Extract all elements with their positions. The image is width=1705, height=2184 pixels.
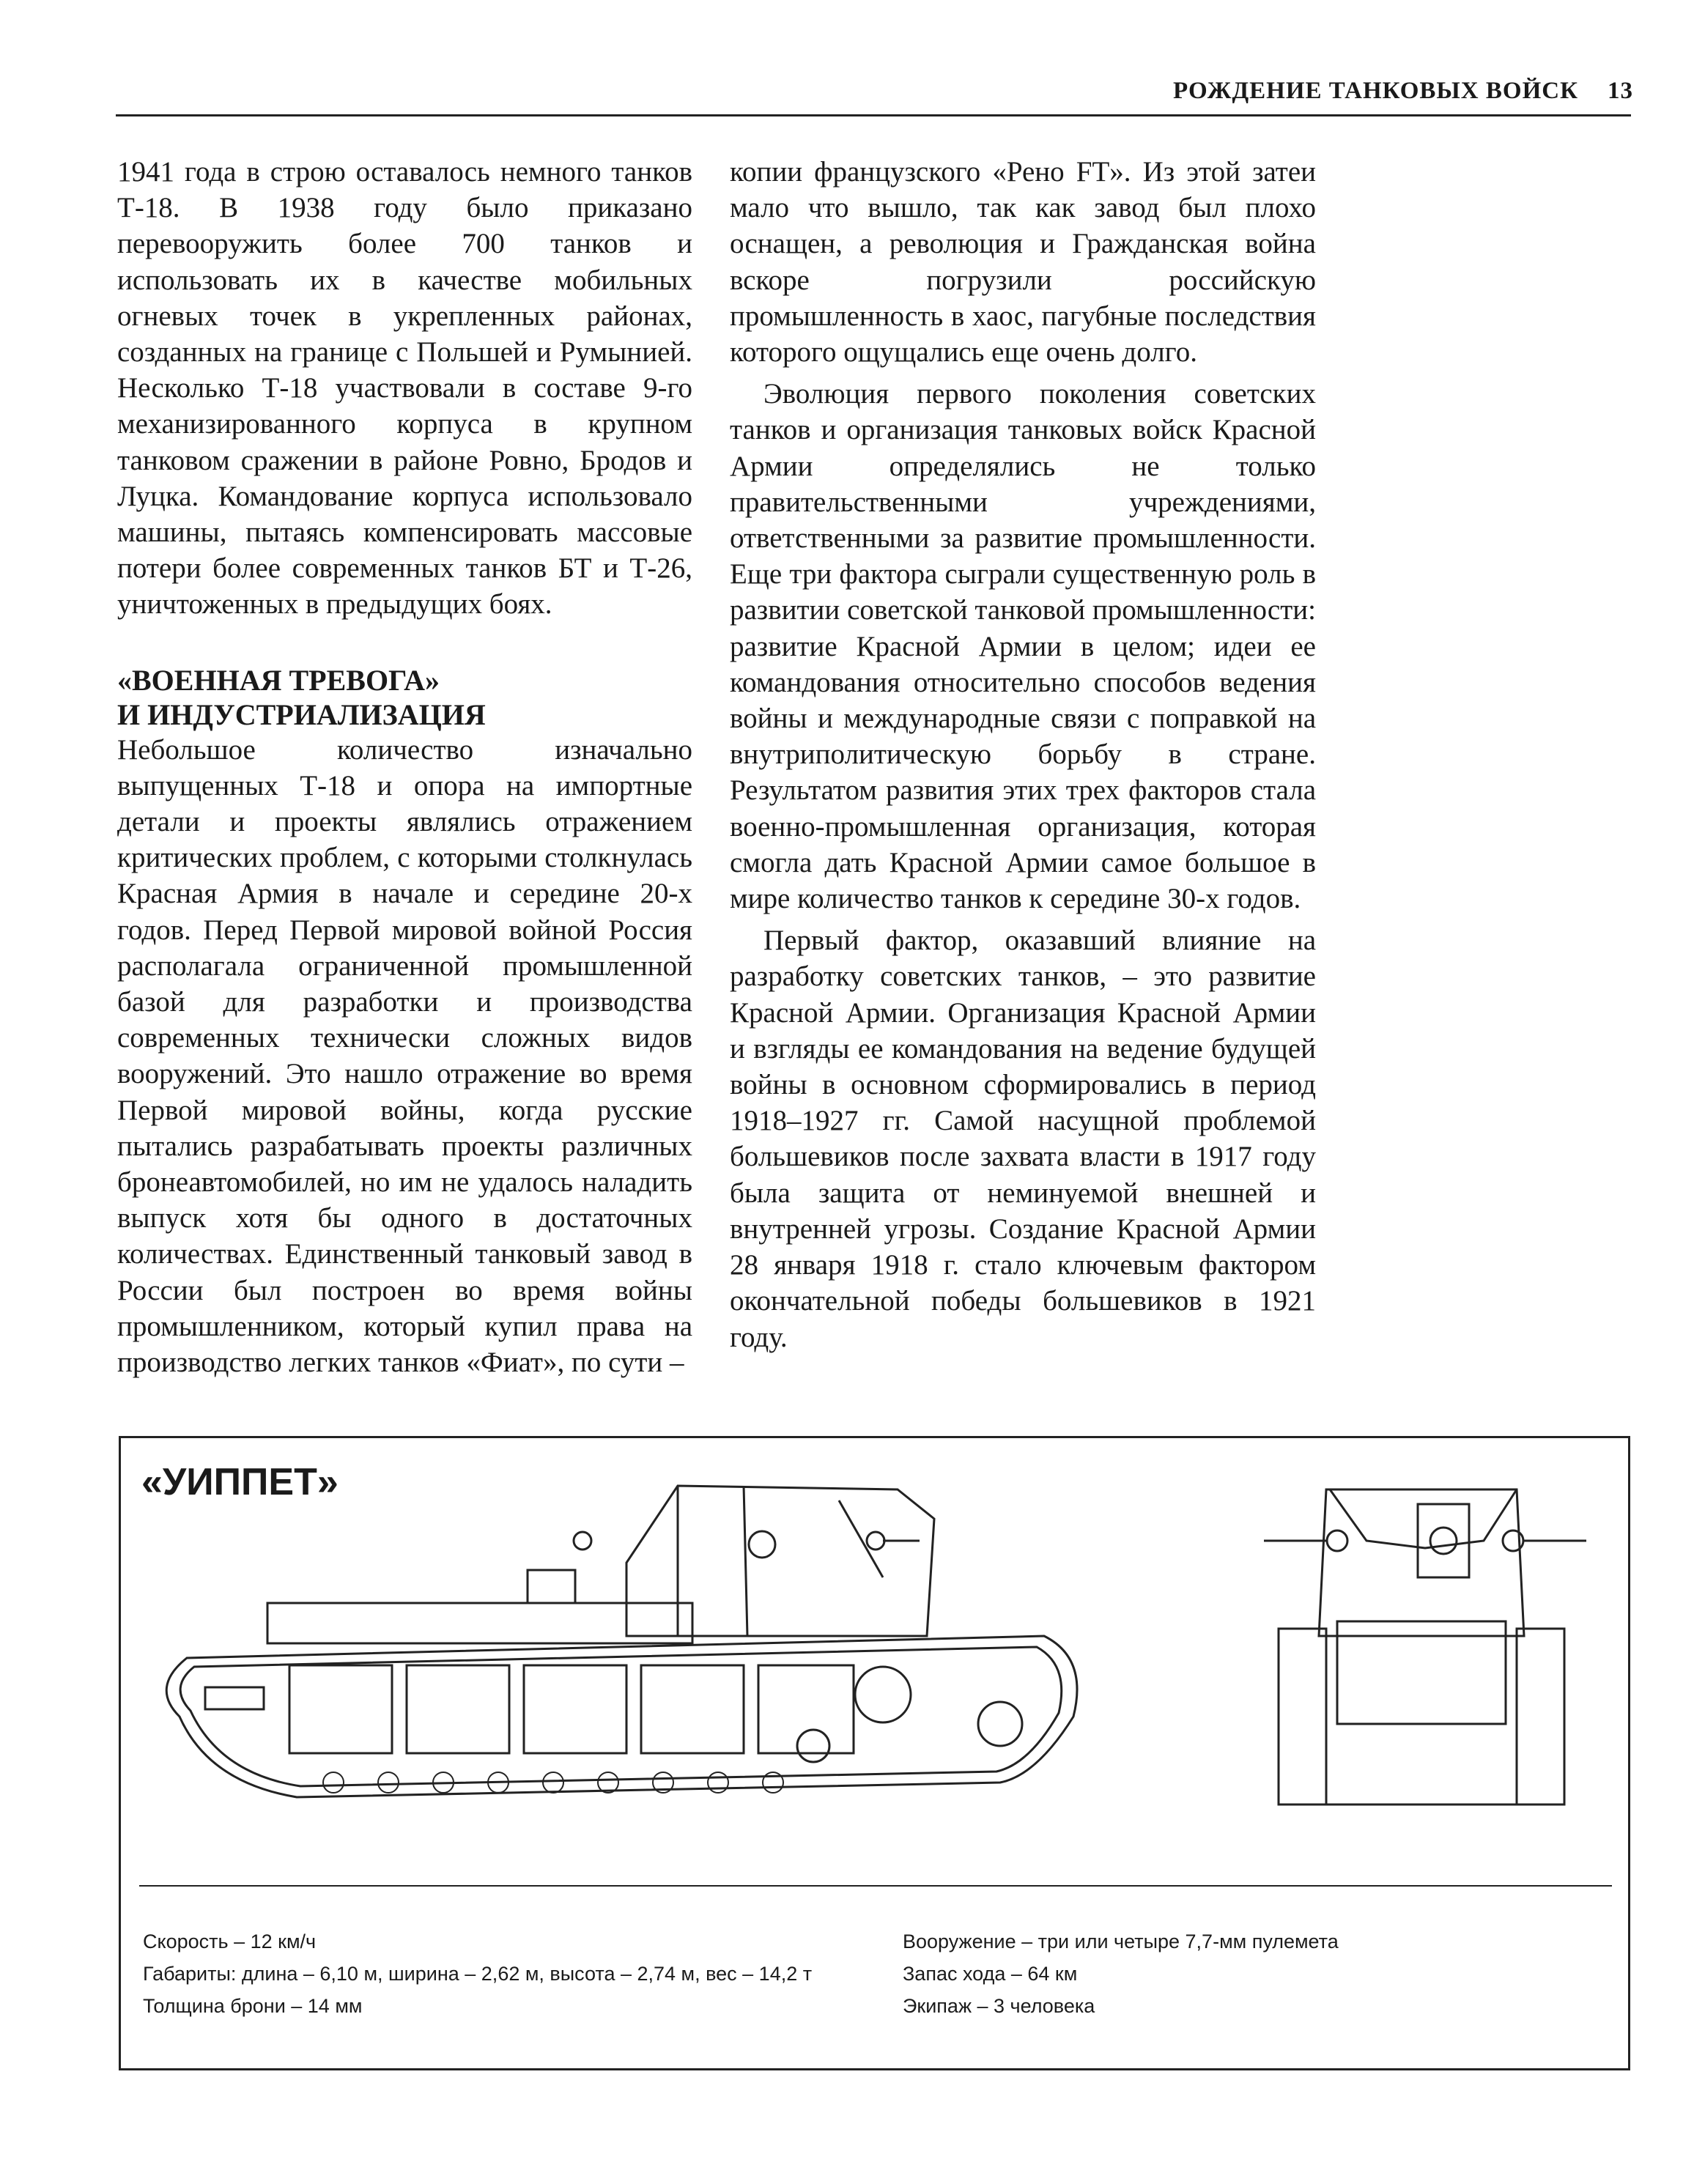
right-column [730,154,1316,1355]
right-paragraph-3: Первый фактор, оказавший влияние на разработку советских танков, – это развитие Красной Армии. Организация Красной Армии и взгляды ее командования на ведение будущей войны в основном сформировались в период 1918–1927 гг. Самой насущной проблемой большевиков после захвата власти в 1917 году была защита от неминуемой внешней и внутренней угрозы. Создание Красной Армии 28 января 1918 г. стало ключевым фактором окончательной победы большевиков в 1921 году. [730,925,1316,1353]
section-heading [117,663,692,732]
left-paragraph-2: Небольшое количество изначально выпущенных Т-18 и опора на импортные детали и проекты являлись отражением критических проблем, с которыми столкнулась Красная Армия в начале и середине 20-х годов. Перед Первой мировой войной Россия располагала ограниченной промышленной базой для разработки и производства современных технически сложных видов вооружений. Это нашло отражение во время Первой мировой войны, когда русские пытались разрабатывать проекты различных бронеавтомобилей, но им не удалось наладить выпуск хотя бы одного в достаточных количествах. Единственный танковый завод в России был построен во время войны промышленником, который купил права на производство легких танков «Фиат», по сути – [117,733,692,1379]
spec-range: Запас хода – 64 км [903,1963,1078,1985]
spec-armor: Толщина брони – 14 мм [143,1995,363,2017]
figure-divider [139,1885,1612,1887]
page-number: 13 [1608,78,1633,104]
spec-armament: Вооружение – три или четыре 7,7-мм пулемета [903,1931,1339,1952]
specs-right [903,1925,1339,2022]
tank-drawing [121,1438,1628,1878]
tank-figure [119,1436,1630,2070]
spec-speed: Скорость – 12 км/ч [143,1931,317,1952]
left-paragraph-1: 1941 года в строю оставалось немного танков Т-18. В 1938 году было приказано перевооружить более 700 танков и использовать их в качестве мобильных огневых точек в укрепленных районах, созданных на границе с Польшей и Румынией. Несколько Т-18 участвовали в составе 9-го механизированного корпуса в крупном танковом сражении в районе Ровно, Бродов и Луцка. Командование корпуса использовало машины, пытаясь компенсировать массовые потери более современных танков БТ и Т-26, уничтоженных в предыдущих боях. [117,156,692,621]
spec-crew: Экипаж – 3 человека [903,1995,1095,2017]
side-view-drawing [166,1486,1077,1797]
spec-dimensions: Габариты: длина – 6,10 м, ширина – 2,62 м, высота – 2,74 м, вес – 14,2 т [143,1963,813,1985]
section-heading-line-1: «ВОЕННАЯ ТРЕВОГА» [117,663,440,697]
running-head [1173,78,1633,105]
running-title: РОЖДЕНИЕ ТАНКОВЫХ ВОЙСК [1173,78,1578,104]
right-paragraph-2: Эволюция первого поколения советских танков и организация танковых войск Красной Армии определялись не только правительственными учреждениями, ответственными за развитие промышленности. Еще три фактора сыграли существенную роль в развитии советской танковой промышленности: развитие Красной Армии в целом; идеи ее командования относительно способов ведения войны и международные связи с поправкой на внутриполитическую борьбу в стране. Результатом развития этих трех факторов стала военно-промышленная организация, которая смогла дать Красной Армии самое большое в мире количество танков к середине 30-х годов. [730,378,1316,915]
left-column [117,154,692,1380]
section-heading-line-2: И ИНДУСТРИАЛИЗАЦИЯ [117,697,486,731]
header-rule [116,114,1631,116]
specs-left [143,1925,812,2022]
figure-title: «УИППЕТ» [141,1461,339,1503]
right-paragraph-1: копии французского «Рено FT». Из этой затеи мало что вышло, так как завод был плохо оснащен, а революция и Гражданская война вскоре погрузили российскую промышленность в хаос, пагубные последствия которого ощущались еще очень долго. [730,156,1316,369]
front-view-drawing [1264,1489,1586,1804]
